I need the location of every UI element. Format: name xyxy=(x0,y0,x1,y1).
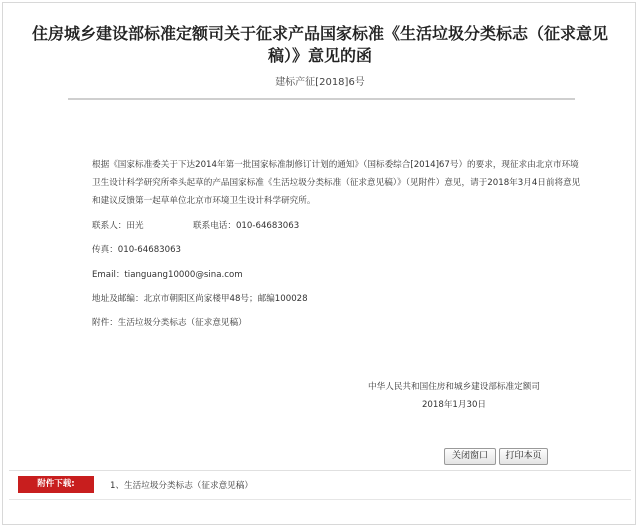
contact-phone: 联系电话：010-64683063 xyxy=(193,221,300,231)
body-paragraph: 根据《国家标准委关于下达2014年第一批国家标准制修订计划的通知》（国标委综合[2014]67号）的要求，现征求由北京市环境卫生设计科学研究所牵头起草的产品国家标准《生活垃圾分类标准（征求意见稿）》（见附件）意见，请于2018年3月4日前将意见和建议反馈第一起草单位北京市环境卫生设计科学研究所。 xyxy=(92,160,581,206)
title-divider xyxy=(68,98,575,100)
attachment-bottom-divider xyxy=(9,499,631,500)
email-line: Email：tianguang10000@sina.com xyxy=(92,270,243,280)
print-page-button[interactable]: 打印本页 xyxy=(499,448,548,465)
attachment-link[interactable]: 1、生活垃圾分类标志（征求意见稿） xyxy=(110,481,253,491)
contact-person: 联系人：田光 xyxy=(92,221,144,231)
attachment-download-label: 附件下载: xyxy=(18,476,94,493)
issue-date: 2018年1月30日 xyxy=(421,400,487,410)
document-number: 建标产征[2018]6号 xyxy=(275,77,365,88)
fax-line: 传真：010-64683063 xyxy=(92,245,182,255)
address-line: 地址及邮编：北京市朝阳区尚家楼甲48号；邮编100028 xyxy=(92,294,308,304)
attachment-divider xyxy=(9,470,631,471)
title-line-2: 稿）》意见的函 xyxy=(267,46,372,65)
document-page xyxy=(2,2,636,525)
title-line-1: 住房城乡建设部标准定额司关于征求产品国家标准《生活垃圾分类标志（征求意见 xyxy=(31,24,608,43)
close-window-button[interactable]: 关闭窗口 xyxy=(444,448,496,465)
attachment-note: 附件：生活垃圾分类标志（征求意见稿） xyxy=(92,318,247,328)
page-title xyxy=(23,23,617,67)
signer: 中华人民共和国住房和城乡建设部标准定额司 xyxy=(368,382,540,392)
